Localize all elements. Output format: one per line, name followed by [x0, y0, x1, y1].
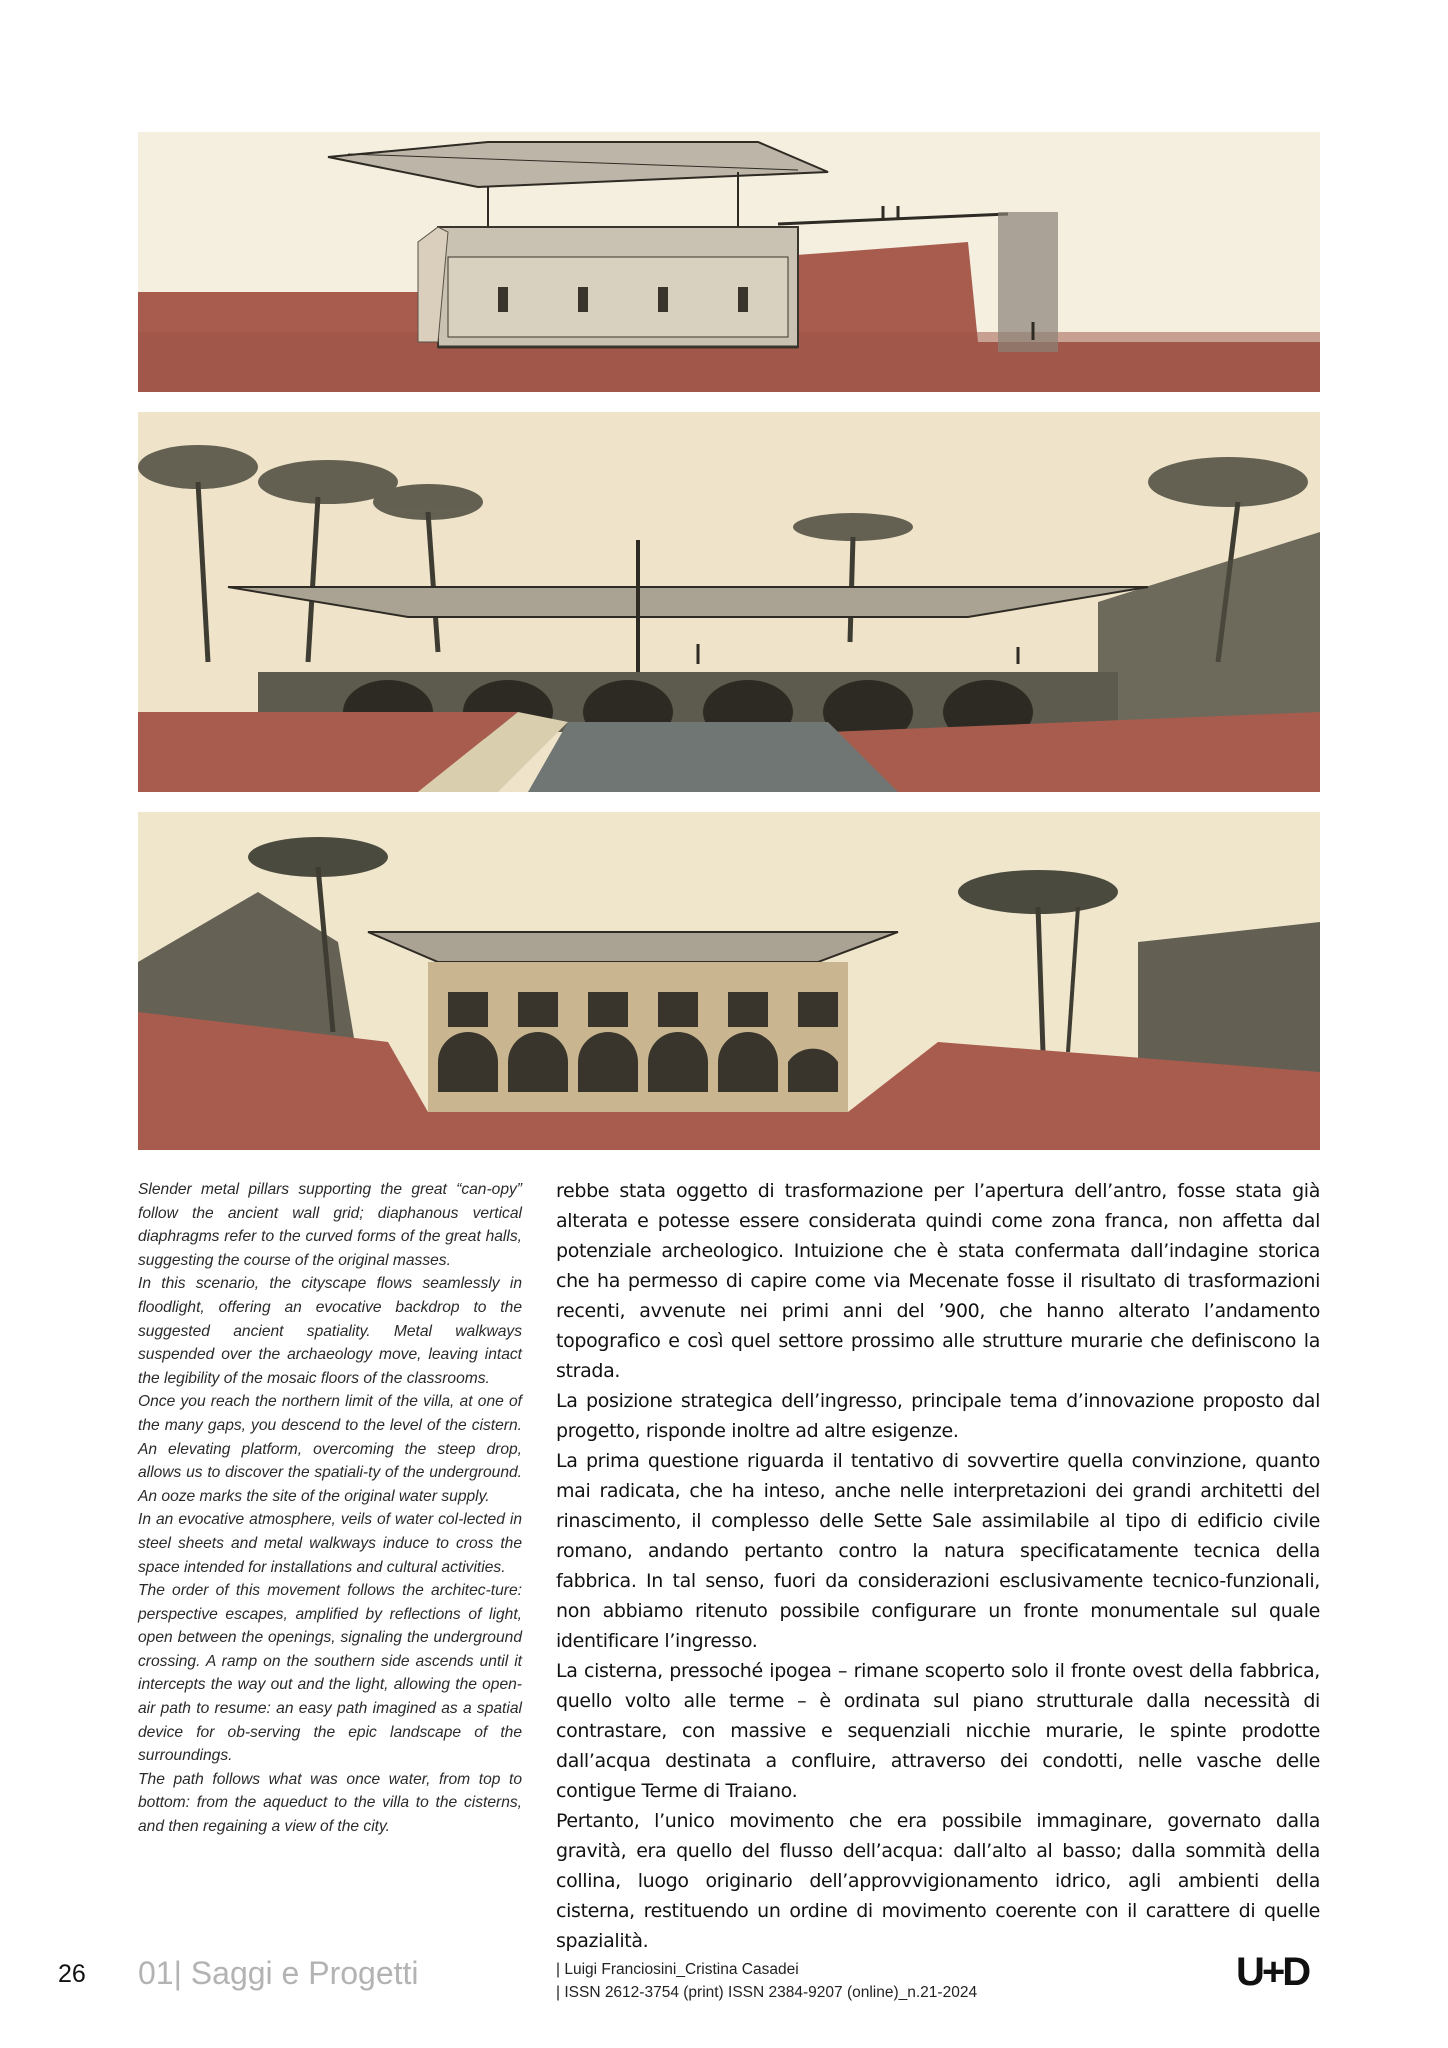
caption-paragraph: Slender metal pillars supporting the great “can-opy” follow the ancient wall grid; diaphanous vertical diaphragms refer to the curved forms of the great halls, suggesting the course of the original masses. [138, 1181, 522, 1269]
caption-paragraph: The order of this movement follows the architec-ture: perspective escapes, amplified by reflections of light, open between the openings, signaling the underground crossing. A ramp on the southern side ascends until it intercepts the way out and the light, allowing the open-air path to resume: an easy path imagined as a spatial device for ob-serving the epic landscape of the surroundings. [138, 1582, 522, 1765]
caption-paragraph: In an evocative atmosphere, veils of water col-lected in steel sheets and metal walkways induce to cross the space intended for installations and cultural activities. [138, 1511, 522, 1576]
caption-paragraph: In this scenario, the cityscape flows seamlessly in floodlight, offering an evocative backdrop to the suggested ancient spatiality. Metal walkways suspended over the archaeology move, leaving intact the legibility of the mosaic floors of the classrooms. [138, 1275, 522, 1387]
figure-caption [138, 1178, 522, 1839]
footer-credits [556, 1958, 977, 2004]
page-number: 26 [58, 1960, 86, 1988]
perspective-canopy [138, 412, 1320, 792]
perspective-canopy-art [138, 412, 1320, 792]
caption-paragraph: Once you reach the northern limit of the villa, at one of the many gaps, you descend to the level of the cistern. An elevating platform, overcoming the steep drop, allows us to discover the spatiali-ty of the underground. An ooze marks the site of the original water supply. [138, 1393, 522, 1505]
authors-line: | Luigi Franciosini_Cristina Casadei [556, 1961, 799, 1978]
section-drawing-art [138, 132, 1320, 392]
body-paragraph: La prima questione riguarda il tentativo di sovvertire quella convinzione, quanto mai radicata, che ha inteso, anche nelle interpretazioni dei grandi architetti del rinascimento, il complesso delle Sette Sale assimilabile al tipo di edificio civile romano, andando pertanto contro la natura specificatamente tecnica della fabbrica. In tal senso, fuori da considerazioni esclusivamente tecnico-funzionali, non abbiamo ritenuto possibile configurare un fronte monumentale sul quale identificare l’ingresso. [556, 1450, 1320, 1652]
issn-line: | ISSN 2612-3754 (print) ISSN 2384-9207 (online)_n.21-2024 [556, 1984, 978, 2001]
body-paragraph: Pertanto, l’unico movimento che era possibile immaginare, governato dalla gravità, era quello del flusso dell’acqua: dall’alto al basso; dalla sommità della collina, luogo originario dell’approvvigionamento idrico, agli ambienti della cisterna, restituendo un ordine di movimento coerente con il carattere di quelle spazialità. [556, 1810, 1320, 1952]
section-drawing [138, 132, 1320, 392]
section-title: 01| Saggi e Progetti [138, 1955, 419, 1991]
journal-logo: U+D [1236, 1950, 1309, 1994]
perspective-ruins-art [138, 812, 1320, 1150]
body-paragraph: La posizione strategica dell’ingresso, principale tema d’innovazione proposto dal progetto, risponde inoltre ad altre esigenze. [556, 1390, 1320, 1442]
body-paragraph: La cisterna, pressoché ipogea – rimane scoperto solo il fronte ovest della fabbrica, quello volto alle terme – è ordinata sul piano strutturale dalla necessità di contrastare, con massive e sequenziali nicchie murarie, le spinte prodotte dall’acqua destinata a confluire, attraverso dei condotti, nelle vasche delle contigue Terme di Traiano. [556, 1660, 1320, 1802]
body-text [556, 1176, 1320, 1956]
caption-paragraph: The path follows what was once water, from top to bottom: from the aqueduct to the villa to the cisterns, and then regaining a view of the city. [138, 1770, 522, 1836]
body-paragraph: rebbe stata oggetto di trasformazione per l’apertura dell’antro, fosse stata già alterata e potesse essere considerata quindi come zona franca, non affetta dal potenziale archeologico. Intuizione che è stata confermata dall’indagine storica che ha permesso di capire come via Mecenate fosse il risultato di trasformazioni recenti, avvenute nei primi anni del ’900, che hanno alterato l’andamento topografico e così quel settore prossimo alle strutture murarie che definiscono la strada. [556, 1180, 1320, 1382]
perspective-ruins [138, 812, 1320, 1150]
